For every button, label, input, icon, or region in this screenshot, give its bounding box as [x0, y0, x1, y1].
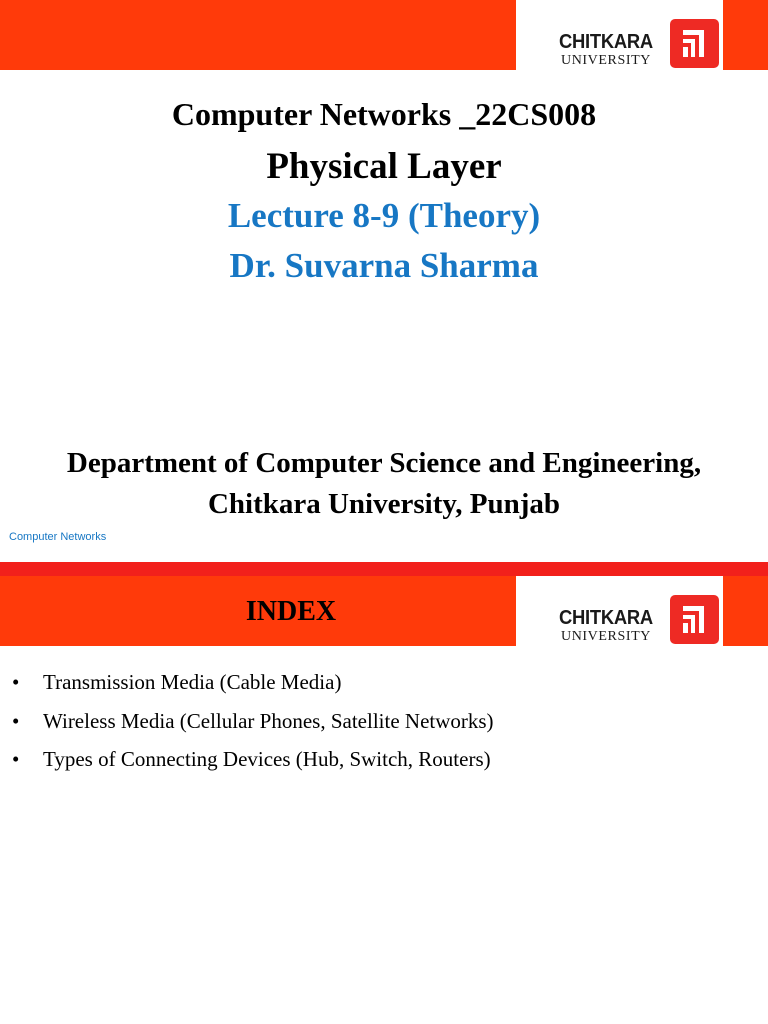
department-line-2: Chitkara University, Punjab	[207, 488, 561, 520]
index-item-text: Transmission Media (Cable Media)	[43, 670, 342, 694]
university-logo	[516, 576, 723, 646]
slide-footer-note: Computer Networks	[9, 531, 107, 543]
bullet-icon: •	[12, 708, 20, 733]
author-name: Dr. Suvarna Sharma	[229, 246, 539, 285]
university-logo	[516, 0, 723, 70]
lecture-title: Lecture 8-9 (Theory)	[227, 196, 541, 235]
logo-subtext: UNIVERSITY	[561, 629, 651, 644]
chitkara-logo-mark-icon	[670, 19, 719, 68]
department-line-1: Department of Computer Science and Engineering,	[66, 447, 702, 479]
logo-inner	[548, 18, 723, 70]
slide-separator	[0, 562, 768, 576]
index-item-text: Types of Connecting Devices (Hub, Switch, Routers)	[43, 747, 491, 771]
logo-wordmark: CHITKARA	[559, 31, 653, 53]
slide-index	[0, 576, 768, 1024]
index-title: INDEX	[245, 596, 337, 627]
bullet-icon: •	[12, 670, 20, 694]
logo-subtext: UNIVERSITY	[561, 53, 651, 68]
course-title: Computer Networks _22CS008	[171, 96, 597, 132]
topic-title: Physical Layer	[266, 146, 502, 187]
chitkara-logo-mark-icon	[670, 595, 719, 644]
logo-wordmark: CHITKARA	[559, 607, 653, 629]
index-item-text: Wireless Media (Cellular Phones, Satellite Networks)	[43, 708, 494, 733]
bullet-icon: •	[12, 747, 20, 771]
logo-inner	[548, 594, 723, 646]
